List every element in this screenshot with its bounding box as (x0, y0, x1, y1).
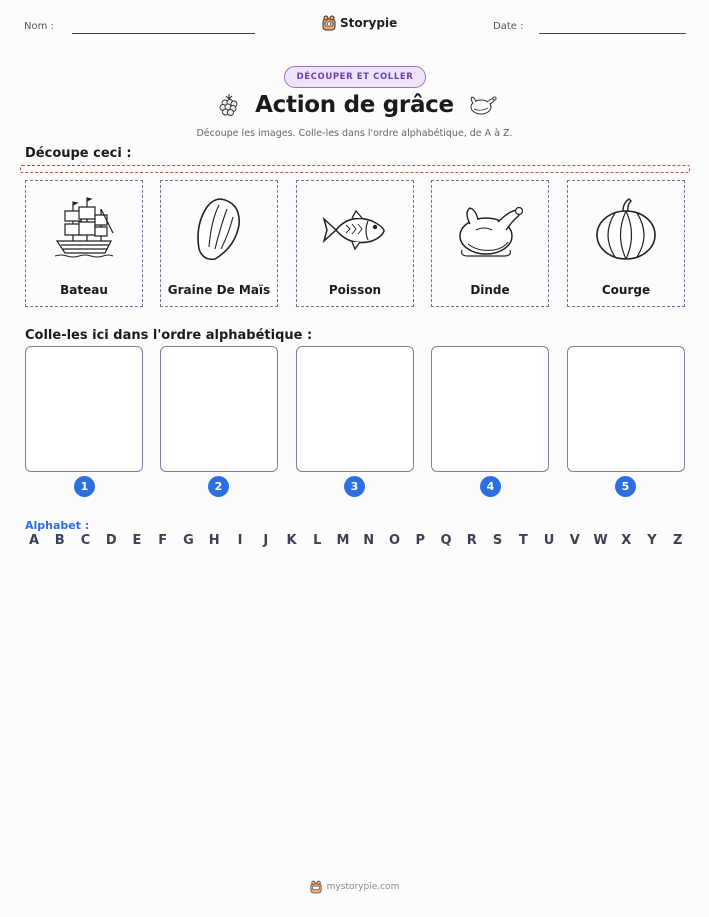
corn-seed-icon (189, 195, 249, 265)
date-label: Date : (493, 21, 524, 32)
name-line (72, 33, 255, 34)
paste-slot-3[interactable] (296, 346, 414, 472)
alphabet-letter: R (466, 533, 477, 548)
footer-site: mystorypie.com (326, 882, 400, 892)
instructions: Découpe les images. Colle-les dans l'ordre alphabétique, de A à Z. (196, 128, 513, 139)
slot-number-badge: 3 (344, 476, 365, 497)
alphabet-letter: A (28, 533, 40, 548)
alphabet-letter: M (336, 533, 350, 548)
paste-slot-2[interactable] (160, 346, 278, 472)
alphabet-letter: Q (440, 533, 452, 548)
alphabet-letter: U (543, 533, 555, 548)
alphabet-letter: B (54, 533, 65, 548)
roast-turkey-icon (454, 200, 526, 260)
slot-number-badge: 2 (208, 476, 229, 497)
alphabet-letter: F (158, 533, 168, 548)
storypie-mascot-icon (310, 880, 322, 894)
alphabet-letter: Z (673, 533, 683, 548)
name-label: Nom : (24, 21, 54, 32)
slot-number-badge: 5 (615, 476, 636, 497)
card-label: Courge (601, 283, 651, 297)
cut-card-courge[interactable] (567, 180, 685, 307)
storypie-mascot-icon (322, 15, 336, 31)
cut-card-poisson[interactable] (296, 180, 414, 307)
alphabet-letters (26, 533, 686, 548)
alphabet-letter: V (569, 533, 580, 548)
pumpkin-icon (593, 197, 659, 263)
cut-section-label: Découpe ceci : (25, 146, 132, 161)
storypie-logo (322, 14, 397, 32)
alphabet-letter: S (492, 533, 503, 548)
alphabet-letter: L (313, 533, 322, 548)
alphabet-letter: T (518, 533, 528, 548)
alphabet-letter: Y (647, 533, 657, 548)
footer (0, 880, 709, 894)
alphabet-letter: G (183, 533, 194, 548)
paste-slot-1[interactable] (25, 346, 143, 472)
fish-icon (322, 207, 388, 253)
alphabet-letter: J (263, 533, 269, 548)
alphabet-letter: K (286, 533, 297, 548)
alphabet-title: Alphabet : (25, 519, 90, 532)
alphabet-letter: I (237, 533, 243, 548)
activity-badge: DÉCOUPER ET COLLER (284, 66, 426, 88)
paste-section-label: Colle-les ici dans l'ordre alphabétique : (25, 328, 313, 343)
slot-number-badge: 1 (74, 476, 95, 497)
logo-text: Storypie (340, 16, 398, 30)
card-label: Dinde (470, 283, 510, 297)
slot-number-badge: 4 (480, 476, 501, 497)
cut-card-graine-de-mais[interactable] (160, 180, 278, 307)
header (0, 14, 709, 38)
alphabet-letter: E (132, 533, 142, 548)
card-label: Poisson (328, 283, 382, 297)
turkey-icon (467, 93, 497, 117)
cut-line (20, 165, 690, 173)
paste-slot-4[interactable] (431, 346, 549, 472)
alphabet-letter: X (621, 533, 632, 548)
alphabet-letter: N (363, 533, 375, 548)
alphabet-letter: H (208, 533, 220, 548)
alphabet-letter: D (105, 533, 117, 548)
card-label: Bateau (60, 283, 108, 297)
ship-icon (51, 197, 117, 263)
cut-card-dinde[interactable] (431, 180, 549, 307)
card-label: Graine De Maïs (167, 283, 271, 297)
alphabet-letter: C (80, 533, 91, 548)
cut-card-bateau[interactable] (25, 180, 143, 307)
date-line (539, 33, 686, 34)
alphabet-letter: O (388, 533, 401, 548)
paste-slot-5[interactable] (567, 346, 685, 472)
page-title: Action de grâce (255, 92, 454, 118)
alphabet-letter: P (415, 533, 426, 548)
alphabet-letter: W (593, 533, 608, 548)
